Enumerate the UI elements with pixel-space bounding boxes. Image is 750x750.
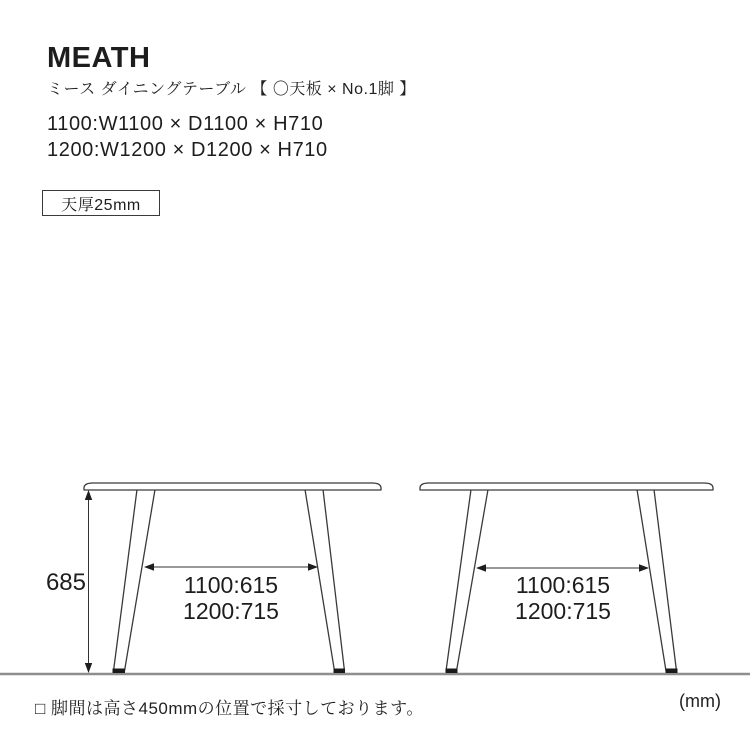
left-span-label-1100: 1100:615 <box>183 572 279 598</box>
left-span-arrow-left-icon <box>144 563 154 570</box>
right-span-dimension <box>476 564 649 624</box>
right-table-rear-leg <box>637 490 677 672</box>
right-span-arrow-left-icon <box>476 564 486 571</box>
right-table-rear-foot <box>666 669 678 674</box>
size-spec-1100: 1100:W1100 × D1100 × H710 <box>47 113 324 135</box>
measurement-note: □ 脚間は高さ450mmの位置で採寸しております。 <box>35 699 424 718</box>
left-table-rear-foot <box>334 669 346 674</box>
product-subtitle: ミース ダイニングテーブル 【 〇天板 × No.1脚 】 <box>47 81 416 98</box>
left-table-front-leg <box>114 490 156 672</box>
left-table-front-foot <box>113 669 126 674</box>
left-table-top <box>84 483 381 490</box>
left-table-rear-leg <box>305 490 345 672</box>
right-span-label-1200: 1200:715 <box>515 598 611 624</box>
height-dimension-label: 685 <box>45 569 86 596</box>
right-span-arrow-right-icon <box>639 564 649 571</box>
right-table-front-foot <box>446 669 458 674</box>
height-dimension <box>46 490 92 673</box>
left-span-dimension <box>144 563 318 624</box>
unit-label: (mm) <box>679 691 721 711</box>
height-arrow-up-icon <box>85 490 92 500</box>
size-spec-1200: 1200:W1200 × D1200 × H710 <box>47 139 328 161</box>
right-span-label-1100: 1100:615 <box>515 572 611 598</box>
height-arrow-down-icon <box>85 663 92 673</box>
left-span-label-1200: 1200:715 <box>183 598 279 624</box>
top-thickness-badge: 天厚25mm <box>42 190 160 216</box>
left-span-arrow-right-icon <box>308 563 318 570</box>
product-title: MEATH <box>47 42 151 74</box>
right-table-front-leg <box>446 490 488 672</box>
right-table-top <box>420 483 713 490</box>
